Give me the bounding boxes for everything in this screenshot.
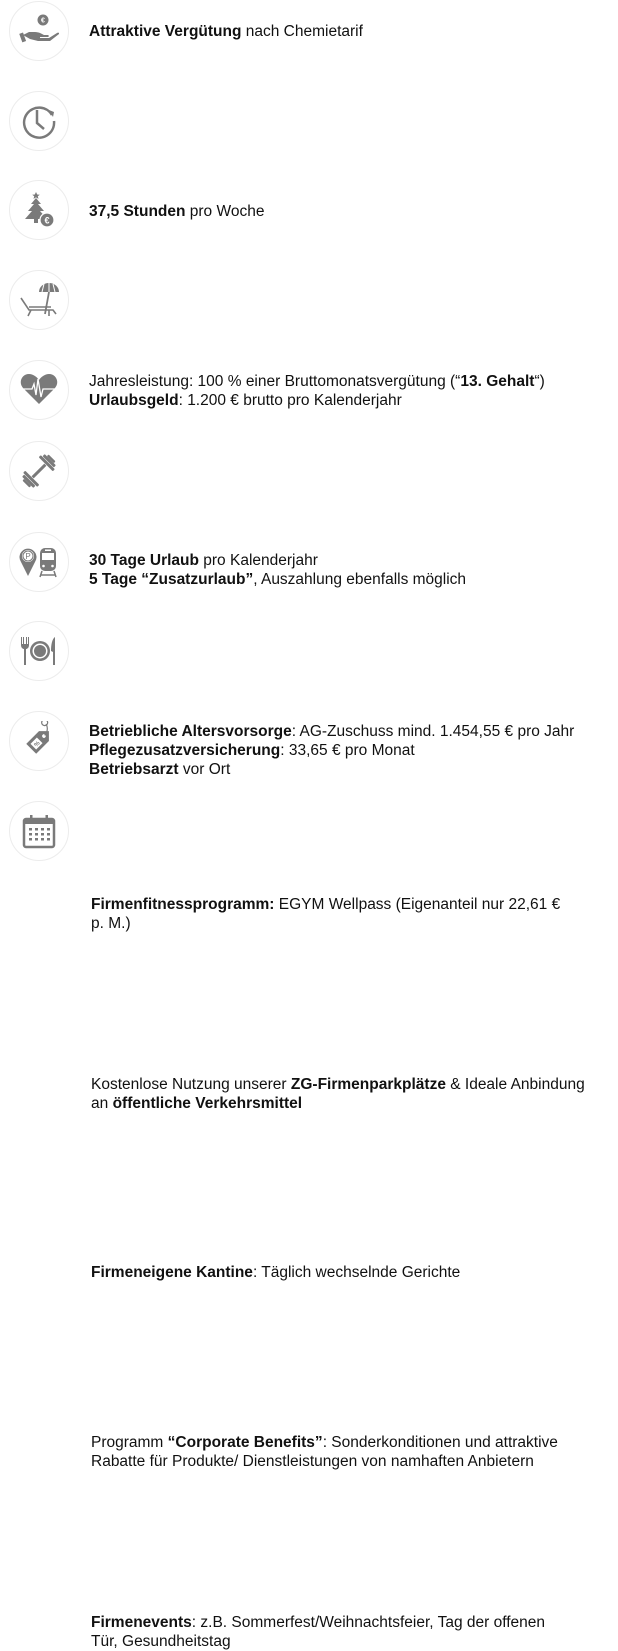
benefit-text	[89, 22, 611, 41]
text: : z.B. Sommerfest/Weihnachtsfeier, Tag der offenen	[191, 1614, 546, 1631]
bold-text: 30 Tage Urlaub	[89, 552, 199, 569]
text: Jahresleistung: 100 % einer Bruttomonatsvergütung (“	[89, 373, 461, 390]
benefit-line	[89, 202, 611, 221]
text: pro Woche	[185, 203, 265, 220]
parking-train-icon	[19, 542, 59, 582]
benefit-text	[91, 895, 613, 933]
text: : Sonderkonditionen und attraktive	[322, 1434, 558, 1451]
hand-euro-icon	[19, 11, 59, 51]
benefit-line	[89, 551, 611, 570]
benefit-line	[89, 22, 611, 41]
bold-text: Urlaubsgeld	[89, 392, 179, 409]
benefit-text	[91, 1433, 613, 1471]
text: vor Ort	[178, 761, 231, 778]
benefit-line	[91, 895, 613, 914]
svg-text:€: €	[44, 215, 50, 226]
heart-pulse-icon	[19, 370, 59, 410]
text: an	[91, 1095, 113, 1112]
dumbbell-icon	[19, 451, 59, 491]
text: pro Kalenderjahr	[198, 552, 318, 569]
text: nach Chemietarif	[241, 23, 363, 40]
text: , Auszahlung ebenfalls möglich	[253, 571, 467, 588]
bold-text: Betriebsarzt	[89, 761, 179, 778]
svg-text:%: %	[33, 740, 42, 749]
benefit-line	[91, 1263, 613, 1282]
bold-text: 5 Tage “Zusatzurlaub”	[89, 571, 254, 588]
benefit-text	[89, 551, 611, 589]
bold-text: 37,5 Stunden	[89, 203, 186, 220]
benefit-line	[89, 570, 611, 589]
bold-text: 13. Gehalt	[460, 373, 535, 390]
discount-tag-icon	[19, 721, 59, 761]
icon-circle	[9, 180, 69, 240]
benefit-line	[89, 741, 611, 760]
benefit-line	[91, 1632, 613, 1651]
text: “)	[534, 373, 545, 390]
benefit-line	[89, 760, 611, 779]
text: & Ideale Anbindung	[445, 1076, 585, 1093]
benefit-line	[91, 1613, 613, 1632]
christmas-tree-euro-icon	[19, 190, 59, 230]
icon-circle	[9, 621, 69, 681]
benefit-text	[91, 1613, 613, 1651]
bold-text: Pflegezusatzversicherung	[89, 742, 281, 759]
icon-circle	[9, 532, 69, 592]
text: Rabatte für Produkte/ Dienstleistungen von namhaften Anbietern	[91, 1453, 534, 1470]
text: Kostenlose Nutzung unserer	[91, 1076, 291, 1093]
icon-circle	[9, 360, 69, 420]
bold-text: Betriebliche Altersvorsorge	[89, 723, 292, 740]
clock-icon	[19, 101, 59, 141]
benefit-text	[89, 372, 611, 410]
icon-circle	[9, 91, 69, 151]
bold-text: Firmenevents	[91, 1614, 192, 1631]
beach-chair-umbrella-icon	[19, 280, 59, 320]
text: EGYM Wellpass (Eigenanteil nur 22,61 €	[274, 896, 561, 913]
text: : 33,65 € pro Monat	[280, 742, 415, 759]
bold-text: Firmenfitnessprogramm:	[91, 896, 275, 913]
icon-circle	[9, 441, 69, 501]
text: Programm	[91, 1434, 168, 1451]
text: p. M.)	[91, 915, 131, 932]
icon-circle	[9, 1, 69, 61]
bold-text: ZG-Firmenparkplätze	[290, 1076, 446, 1093]
benefit-line	[89, 391, 611, 410]
icon-circle	[9, 270, 69, 330]
plate-cutlery-icon	[19, 631, 59, 671]
benefit-line	[91, 1452, 613, 1471]
benefit-line	[91, 1075, 613, 1094]
bold-text: Attraktive Vergütung	[89, 23, 242, 40]
benefit-text	[91, 1075, 613, 1113]
text: : Täglich wechselnde Gerichte	[252, 1264, 461, 1281]
benefit-text	[91, 1263, 613, 1282]
benefit-line	[89, 722, 611, 741]
bold-text: “Corporate Benefits”	[167, 1434, 323, 1451]
benefit-text	[89, 722, 611, 779]
benefit-line	[91, 1433, 613, 1452]
bold-text: Firmeneigene Kantine	[91, 1264, 253, 1281]
icon-circle	[9, 801, 69, 861]
bold-text: öffentliche Verkehrsmittel	[112, 1095, 303, 1112]
text: : 1.200 € brutto pro Kalenderjahr	[178, 392, 402, 409]
svg-text:€: €	[41, 17, 45, 25]
calendar-icon	[19, 811, 59, 851]
benefit-text	[89, 202, 611, 221]
text: : AG-Zuschuss mind. 1.454,55 € pro Jahr	[291, 723, 575, 740]
svg-text:P: P	[25, 552, 31, 561]
benefit-line	[89, 372, 611, 391]
benefit-line	[91, 914, 613, 933]
text: Tür, Gesundheitstag	[91, 1633, 231, 1650]
icon-circle	[9, 711, 69, 771]
benefit-line	[91, 1094, 613, 1113]
